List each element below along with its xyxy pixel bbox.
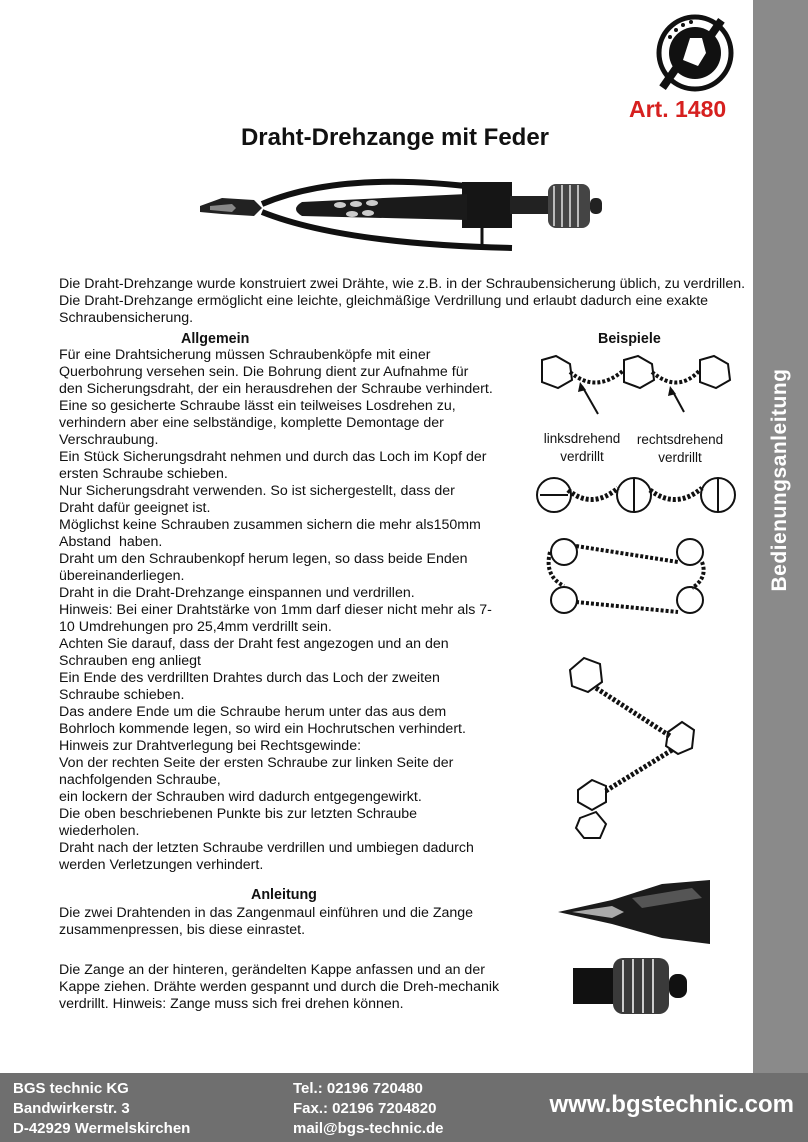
side-label: Bedienungsanleitung <box>768 368 791 592</box>
bgs-logo <box>650 8 740 98</box>
footer-fax: Fax.: 02196 7204820 <box>293 1100 437 1117</box>
general-line: Abstand haben. <box>59 534 163 550</box>
example-three-bolts <box>532 470 742 520</box>
knurled-cap-image <box>573 954 693 1018</box>
general-line: nachfolgenden Schraube, <box>59 772 221 788</box>
general-line: wiederholen. <box>59 823 140 839</box>
instructions-heading: Anleitung <box>251 887 317 903</box>
footer-website[interactable]: www.bgstechnic.com <box>549 1091 794 1118</box>
general-line: Für eine Drahtsicherung müssen Schraubenköpfe mit einer <box>59 347 431 363</box>
general-text <box>59 347 521 874</box>
general-line: Nur Sicherungsdraht verwenden. So ist sichergestellt, dass der <box>59 483 455 499</box>
general-line: Hinweis zur Drahtverlegung bei Rechtsgewinde: <box>59 738 362 754</box>
general-line: übereinanderliegen. <box>59 568 185 584</box>
general-line: Draht um den Schraubenkopf herum legen, so dass beide Enden <box>59 551 468 567</box>
instructions-para-1: Die zwei Drahtenden in das Zangenmaul einführen und die Zange zusammenpressen, bis diese einrastet. <box>59 905 474 938</box>
general-line: Eine so gesicherte Schraube lässt ein teilweises Losdrehen zu, <box>59 398 456 414</box>
footer-street: Bandwirkerstr. 3 <box>13 1100 130 1117</box>
left-twist-label: linksdrehend verdrillt <box>543 431 621 464</box>
general-line: ein lockern der Schrauben wird dadurch entgegengewirkt. <box>59 789 422 805</box>
general-line: ersten Schraube schieben. <box>59 466 228 482</box>
example-four-bolts-rectangle <box>540 532 720 622</box>
general-line: Draht dafür geeignet ist. <box>59 500 211 516</box>
general-line: den Sicherungsdraht, der ein herausdrehen der Schraube verhindert. <box>59 381 493 397</box>
article-number: Art. 1480 <box>629 96 727 122</box>
example-twist-directions <box>530 350 740 420</box>
footer-contact <box>293 1079 444 1139</box>
footer-address <box>13 1079 190 1139</box>
general-line: verhindern aber eine selbständige, komplette Demontage der <box>59 415 444 431</box>
general-line: Draht in die Draht-Drehzange einspannen und verdrillen. <box>59 585 415 601</box>
footer-city: D-42929 Wermelskirchen <box>13 1120 191 1137</box>
instructions-para-2: Die Zange an der hinteren, gerändelten Kappe anfassen und an der Kappe ziehen. Drähte werden gespannt und durch die Dreh-mechanik verdrillt. Hinweis: Zange muss sich frei drehen können. <box>59 962 500 1012</box>
general-line: Bohrloch kommende legen, so wird ein Hochrutschen verhindert. <box>59 721 466 737</box>
examples-heading: Beispiele <box>598 331 661 347</box>
right-twist-label: rechtsdrehend verdrillt <box>636 432 724 465</box>
general-line: Schraube schieben. <box>59 687 185 703</box>
intro-text: Die Draht-Drehzange wurde konstruiert zwei Drähte, wie z.B. in der Schraubensicherung üblich, zu verdrillen. Die Draht-Drehzange ermöglicht eine leichte, gleichmäßige Verdrillung und erlaubt dadurch eine exakte Schraubensicherung. <box>59 276 746 326</box>
general-line: Von der rechten Seite der ersten Schraube zur linken Seite der <box>59 755 454 771</box>
footer-phone: Tel.: 02196 720480 <box>293 1080 423 1097</box>
general-line: Achten Sie darauf, dass der Draht fest angezogen und an den <box>59 636 449 652</box>
example-zigzag-bolts <box>560 652 700 842</box>
general-line: Ein Ende des verdrillten Drahtes durch das Loch der zweiten <box>59 670 440 686</box>
general-line: Querbohrung versehen sein. Die Bohrung dient zur Aufnahme für <box>59 364 469 380</box>
page-title: Draht-Drehzange mit Feder <box>240 124 550 151</box>
general-line: Ein Stück Sicherungsdraht nehmen und durch das Loch im Kopf der <box>59 449 487 465</box>
general-line: werden Verletzungen verhindert. <box>59 857 264 873</box>
general-line: 10 Umdrehungen pro 25,4mm verdrillt sein. <box>59 619 332 635</box>
general-line: Hinweis: Bei einer Drahtstärke von 1mm darf dieser nicht mehr als 7- <box>59 602 492 618</box>
general-line: Das andere Ende um die Schraube herum unter das aus dem <box>59 704 447 720</box>
general-line: Die oben beschriebenen Punkte bis zur letzten Schraube <box>59 806 418 822</box>
general-heading: Allgemein <box>181 331 250 347</box>
pliers-jaw-image <box>552 878 712 948</box>
general-line: Draht nach der letzten Schraube verdrillen und umbiegen dadurch <box>59 840 474 856</box>
general-line: Schrauben eng anliegt <box>59 653 201 669</box>
footer-company: BGS technic KG <box>13 1080 129 1097</box>
footer-email[interactable]: mail@bgs-technic.de <box>293 1120 444 1137</box>
footer <box>0 1073 808 1142</box>
wire-twister-pliers-image <box>192 160 612 260</box>
general-line: Möglichst keine Schrauben zusammen sichern die mehr als150mm <box>59 517 481 533</box>
general-line: Verschraubung. <box>59 432 159 448</box>
